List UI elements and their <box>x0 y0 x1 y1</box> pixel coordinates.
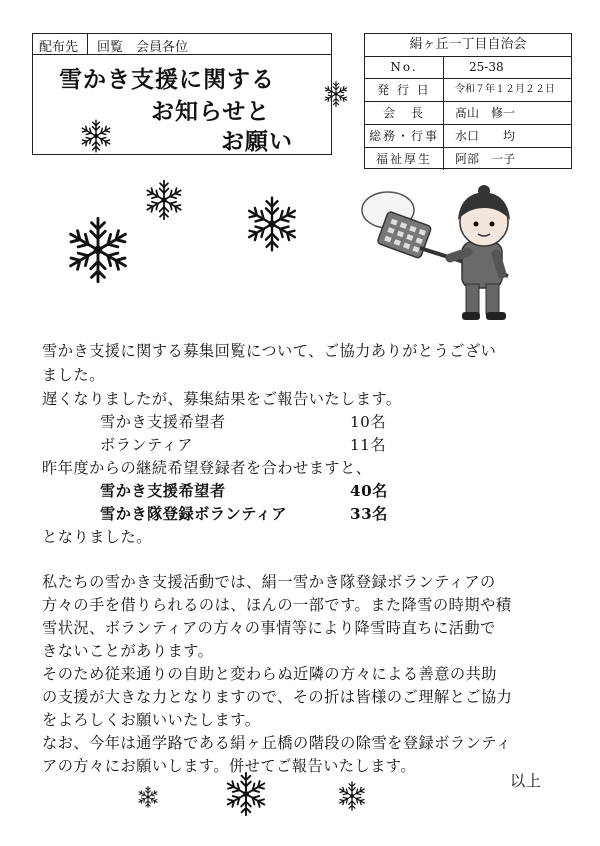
result-value: 10名 <box>350 413 387 431</box>
organization-name: 絹ヶ丘一丁目自治会 <box>365 34 571 57</box>
info-row: 発 行 日 令和７年１２月２２日 <box>365 79 571 102</box>
snowflake-icon <box>242 194 302 254</box>
body-line: 昨年度からの継続希望登録者を合わせますと、 <box>42 459 372 477</box>
body-line: をよろしくお願いいたします。 <box>42 711 261 729</box>
snowflake-icon <box>62 214 134 286</box>
body-line: 雪かき支援に関する募集回覧について、ご協力ありがとうござい <box>42 342 497 360</box>
result-label: ボランティア <box>100 436 193 454</box>
body-line: なお、今年は通学路である絹ヶ丘橋の階段の除雪を登録ボランティ <box>42 734 512 752</box>
title-box <box>32 55 332 155</box>
closing-text: 以上 <box>510 772 542 790</box>
info-row: 福祉厚生 阿部 一子 <box>365 148 571 170</box>
body-line: 雪状況、ボランティアの方々の事情等により降雪時直ちに活動で <box>42 619 496 637</box>
distribution-label: 配布先 <box>39 40 79 55</box>
result-value: 33名 <box>350 505 388 523</box>
snowflake-icon <box>142 178 186 222</box>
body-line: アの方々にお願いします。併せてご報告いたします。 <box>42 757 417 775</box>
body-line: 私たちの雪かき支援活動では、絹一雪かき隊登録ボランティアの <box>42 573 496 591</box>
result-label: 雪かき隊登録ボランティア <box>100 505 288 523</box>
result-label: 雪かき支援希望者 <box>100 482 226 500</box>
info-row: 会 長 髙山 修一 <box>365 102 571 125</box>
snow-shoveling-child-illustration <box>350 178 525 328</box>
result-value: 40名 <box>350 482 388 500</box>
distribution-row <box>32 33 332 55</box>
page-title-line1: 雪かき支援に関する <box>59 67 275 93</box>
snowflake-icon <box>136 785 160 809</box>
page-title-line2: お知らせと <box>151 99 271 125</box>
result-value: 11名 <box>350 436 387 454</box>
body-line: の支援が大きな力となりますので、その折は皆様のご理解とご協力 <box>42 688 513 706</box>
issuer-info-table <box>364 33 572 169</box>
info-row: No. 25-38 <box>365 56 571 79</box>
snowflake-icon <box>322 80 350 108</box>
snowflake-icon <box>222 770 270 818</box>
body-line: 方々の手を借りられるのは、ほんの一部です。また降雪の時期や積 <box>42 596 512 614</box>
snowflake-icon <box>78 118 114 154</box>
body-line: きないことがあります。 <box>42 642 214 660</box>
info-row: 総務・行事 水口 均 <box>365 125 571 148</box>
body-line: そのため従来通りの自助と変わらぬ近隣の方々による善意の共助 <box>42 665 497 683</box>
result-label: 雪かき支援希望者 <box>100 413 226 431</box>
body-line: 遅くなりましたが、募集結果をご報告いたします。 <box>42 390 402 408</box>
body-line: となりました。 <box>42 528 152 546</box>
page-title-line3: お願い <box>221 129 293 155</box>
snowflake-icon <box>336 780 368 812</box>
body-line: ました。 <box>42 366 105 384</box>
distribution-value: 回覧 会員各位 <box>97 40 189 55</box>
